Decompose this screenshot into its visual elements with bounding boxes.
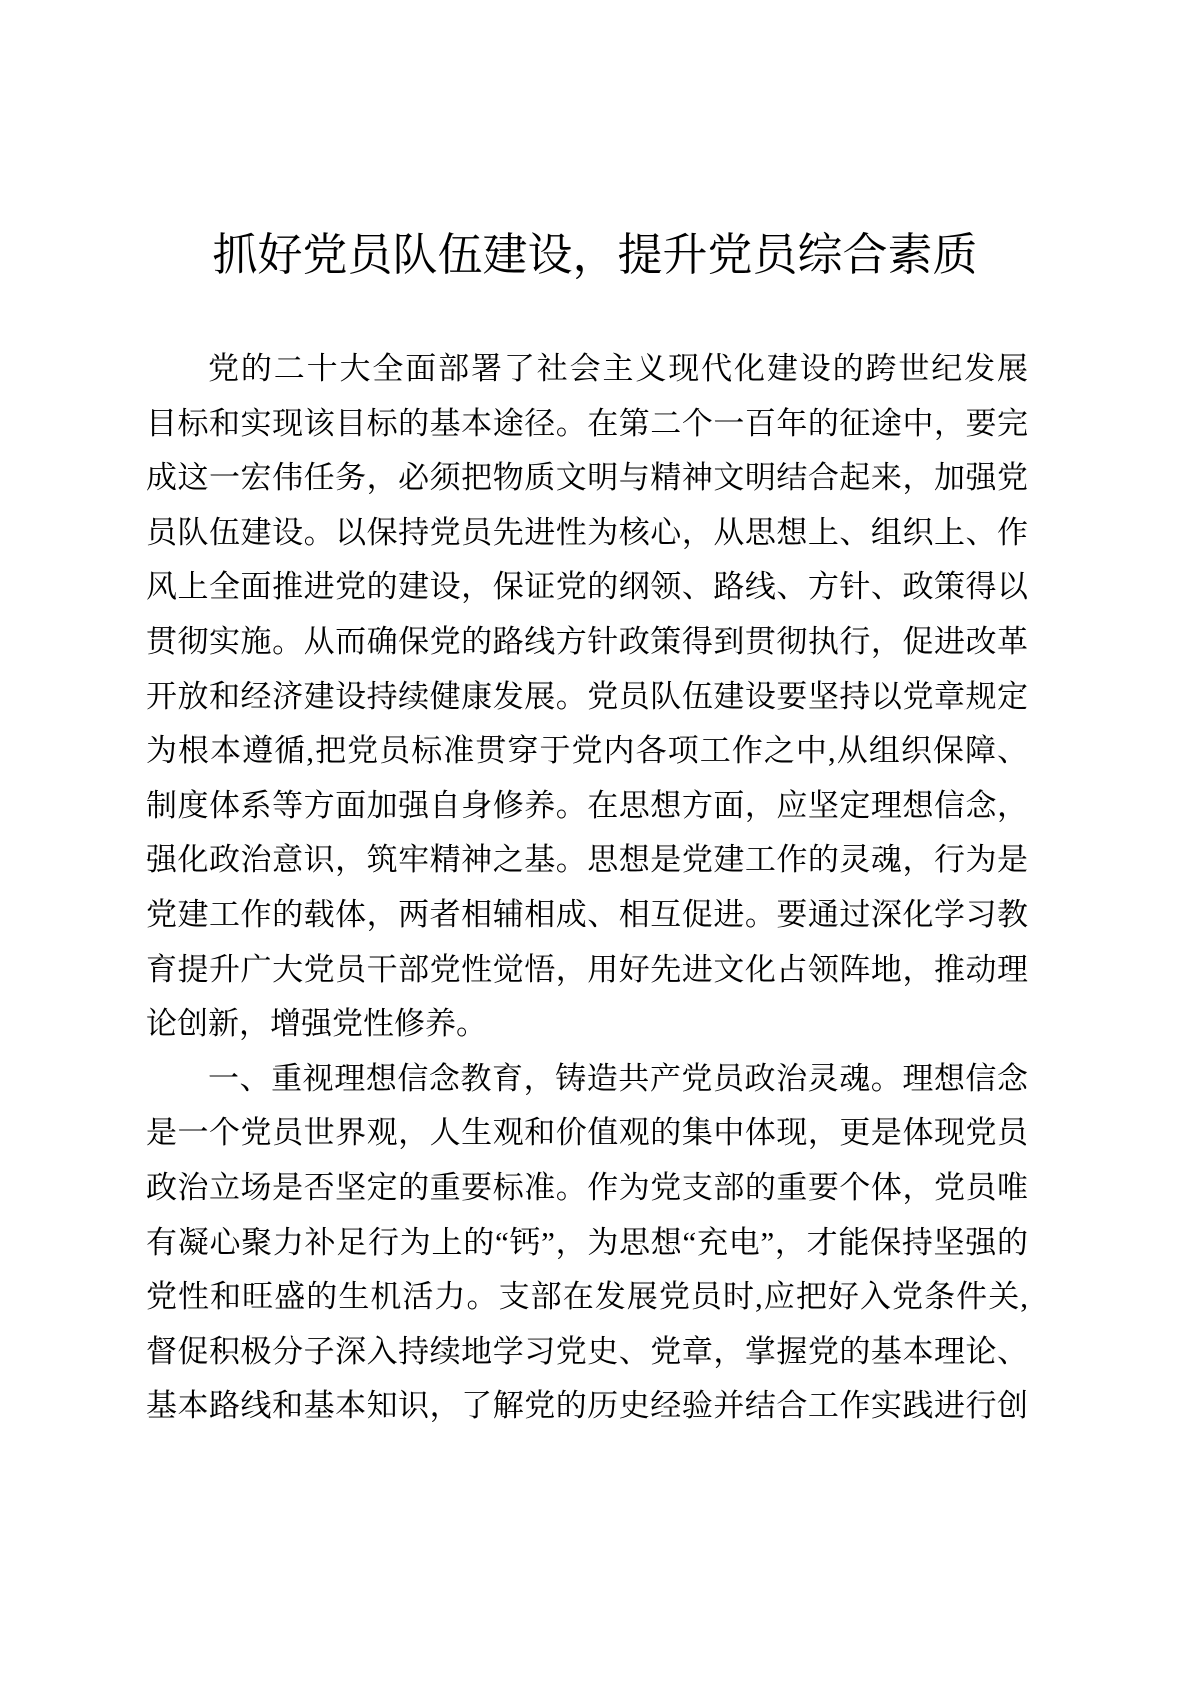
text-line: 一、重视理想信念教育，铸造共产党员政治灵魂。理想信念 [208,1060,1028,1096]
text-line: 制度体系等方面加强自身修养。在思想方面，应坚定理想信念， [146,787,1028,823]
text-line: 成这一宏伟任务，必须把物质文明与精神文明结合起来，加强党 [146,460,1028,496]
text-line: 贯彻实施。从而确保党的路线方针政策得到贯彻执行，促进改革 [146,623,1028,659]
text-line: 开放和经济建设持续健康发展。党员队伍建设要坚持以党章规定 [146,678,1028,714]
text-line: 是一个党员世界观，人生观和价值观的集中体现，更是体现党员 [146,1115,1028,1151]
text-line: 党建工作的载体，两者相辅相成、相互促进。要通过深化学习教 [146,896,1028,932]
text-line: 政治立场是否坚定的重要标准。作为党支部的重要个体，党员唯 [146,1169,1028,1205]
text-line: 目标和实现该目标的基本途径。在第二个一百年的征途中，要完 [146,405,1028,441]
text-line: 育提升广大党员干部党性觉悟，用好先进文化占领阵地，推动理 [146,951,1028,987]
text-line: 强化政治意识，筑牢精神之基。思想是党建工作的灵魂，行为是 [146,842,1028,878]
text-line: 论创新，增强党性修养。 [146,1006,487,1042]
text-line: 督促积极分子深入持续地学习党史、党章，掌握党的基本理论、 [146,1333,1028,1369]
text-line: 党性和旺盛的生机活力。支部在发展党员时,应把好入党条件关, [146,1279,1028,1315]
document-body [146,342,1028,1434]
text-line: 党的二十大全面部署了社会主义现代化建设的跨世纪发展 [208,351,1028,386]
document-title: 抓好党员队伍建设，提升党员综合素质 [212,230,978,280]
text-line: 为根本遵循,把党员标准贯穿于党内各项工作之中,从组织保障、 [146,733,1028,769]
text-line: 基本路线和基本知识，了解党的历史经验并结合工作实践进行创 [146,1388,1028,1424]
text-line: 风上全面推进党的建设，保证党的纲领、路线、方针、政策得以 [146,569,1028,605]
text-line: 有凝心聚力补足行为上的“钙”，为思想“充电”，才能保持坚强的 [146,1224,1028,1260]
text-line: 员队伍建设。以保持党员先进性为核心，从思想上、组织上、作 [146,514,1028,550]
